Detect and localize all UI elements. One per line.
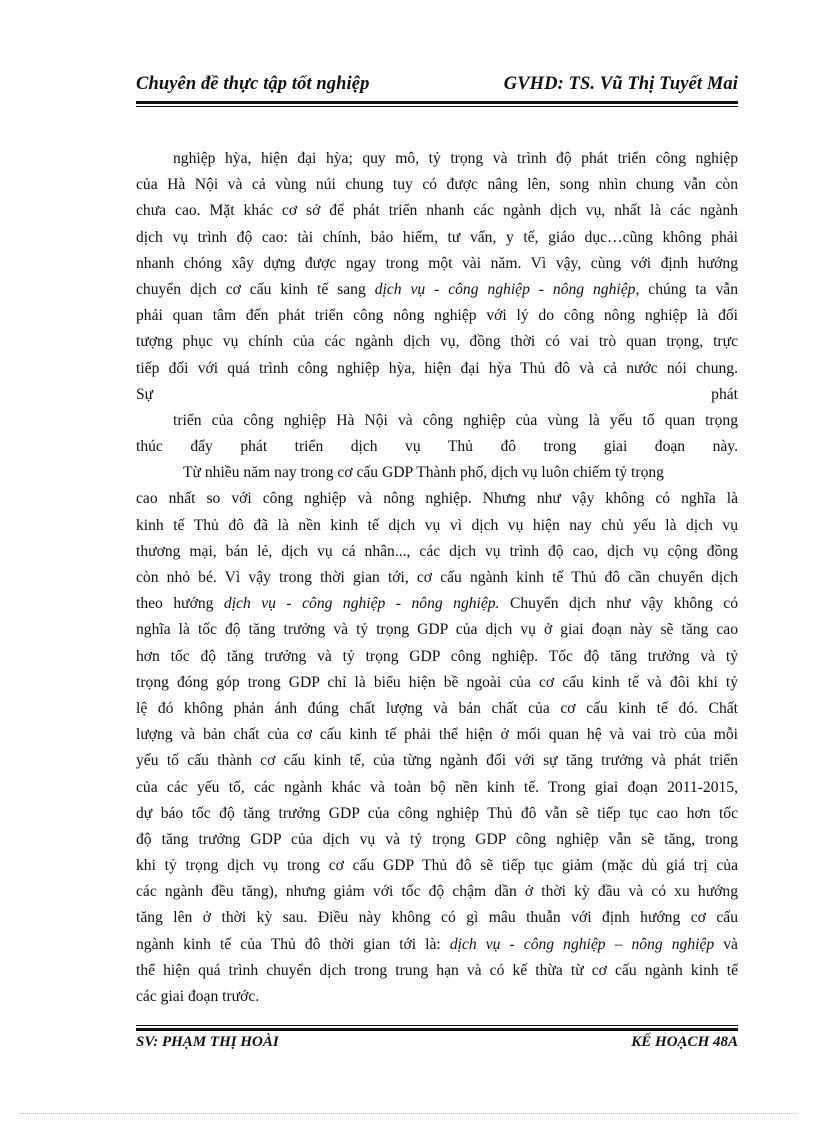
header-title: Chuyên đề thực tập tốt nghiệp <box>136 74 370 94</box>
page-bottom-divider <box>20 1113 796 1115</box>
text-line: thúc đẩy phát triển dịch vụ Thủ đô trong giai đoạn này. <box>136 438 738 456</box>
page-footer <box>136 1032 738 1056</box>
footer-rule-thin <box>136 1025 738 1026</box>
text-line: tượng phục vụ chính của các ngành dịch vụ, đồng thời có vai trò quan trọng, trực <box>136 333 738 351</box>
text-line: chưa cao. Mặt khác cơ sở để phát triển nhanh các ngành dịch vụ, nhất là các ngành <box>136 202 738 220</box>
footer-class: KẾ HOẠCH 48A <box>631 1034 738 1050</box>
text-line: nghiệp hỳa, hiện đại hỳa; quy mô, tỷ trọng và trình độ phát triển công nghiệp <box>173 150 738 167</box>
text-line: ngành kinh tế của Thủ đô thời gian tới là: dịch vụ - công nghiệp – nông nghiệp và <box>136 935 738 953</box>
text-line: triển của công nghiệp Hà Nội và công nghiệp của vùng là yếu tố quan trọng <box>173 411 738 429</box>
text-line: còn nhỏ bé. Vì vậy trong thời gian tới, cơ cấu ngành kinh tế Thủ đô cần chuyển dịch <box>136 569 738 586</box>
text-line: yếu tố cấu thành cơ cấu kinh tế, của từng ngành đối với sự tăng trưởng và phát triển <box>136 752 738 770</box>
text-line: các giai đoạn trước. <box>136 988 260 1005</box>
emphasis-text: dịch vụ - công nghiệp - nông nghiệp. <box>223 595 500 613</box>
text-line: hơn tốc độ tăng trưởng và tỷ trọng GDP công nghiệp. Tốc độ tăng trưởng và tỷ <box>136 647 738 665</box>
document-body <box>136 146 738 1010</box>
text-line: các ngành đều tăng), nhưng giảm với tốc độ chậm dần ở thời kỳ đầu và có xu hướng <box>136 883 738 901</box>
footer-student: SV: PHẠM THỊ HOÀI <box>136 1034 279 1050</box>
text-line: chuyển dịch cơ cấu kinh tế sang dịch vụ - công nghiệp - nông nghiệp, chúng ta vẫn <box>136 280 738 298</box>
text-line: của các yếu tố, các ngành khác và toàn bộ nền kinh tế. Trong giai đoạn 2011-2015, <box>136 778 738 796</box>
footer-rule-thick <box>136 1028 738 1031</box>
text-line: nghĩa là tốc độ tăng trưởng và tỷ trọng GDP của dịch vụ ở giai đoạn này sẽ tăng cao <box>136 621 738 639</box>
text-line: khi tỷ trọng dịch vụ trong cơ cấu GDP Thủ đô sẽ tiếp tục giảm (mặc dù giá trị của <box>136 857 738 875</box>
emphasis-text: dịch vụ - công nghiệp - nông nghiệp <box>374 280 636 298</box>
text-line: tiếp đối với quá trình công nghiệp hỳa, hiện đại hỳa Thủ đô và cả nước nói chung. <box>136 359 738 377</box>
text-line: thương mại, bán lẻ, dịch vụ cá nhân..., các dịch vụ trình độ cao, dịch vụ cộng đồng <box>136 542 738 560</box>
header-advisor: GVHD: TS. Vũ Thị Tuyết Mai <box>503 74 738 94</box>
text-line: lượng và bản chất của cơ cấu kinh tế phải thể hiện ở mối quan hệ và vai trò của mỗi <box>136 726 738 744</box>
text-line: cao nhất so với công nghiệp và nông nghiệp. Nhưng như vậy không có nghĩa là <box>136 490 738 508</box>
header-rule-thick <box>136 101 738 104</box>
header-rule-thin <box>136 106 738 107</box>
text-line: phải quan tâm đến phát triển công nông nghiệp với lý do công nông nghiệp là đối <box>136 307 738 325</box>
emphasis-text: dịch vụ - công nghiệp – nông nghiệp <box>449 935 715 953</box>
text-line: dự báo tốc độ tăng trưởng GDP của công nghiệp Thủ đô vẫn sẽ tiếp tục cao hơn tốc <box>136 804 738 822</box>
text-line: Từ nhiều năm nay trong cơ cấu GDP Thành phố, dịch vụ luôn chiếm tỷ trọng <box>183 464 664 482</box>
text-line: dịch vụ trình độ cao: tài chính, bảo hiểm, tư vấn, y tế, giáo dục…cũng không phải <box>136 228 738 246</box>
page-header <box>136 70 738 100</box>
text-line: kinh tế Thủ đô đã là nền kinh tế dịch vụ vì dịch vụ hiện nay chủ yếu là dịch vụ <box>136 516 738 534</box>
text-line: lệ đó không phản ánh đúng chất lượng và bản chất của cơ cấu kinh tế đó. Chất <box>136 699 738 717</box>
text-line: tăng lên ở thời kỳ sau. Điều này không có gì mâu thuẫn với định hướng cơ cấu <box>136 909 738 927</box>
text-line: Sự phát <box>136 385 738 403</box>
text-line: thể hiện quá trình chuyển dịch trong trung hạn và có kế thừa từ cơ cấu ngành kinh tế <box>136 961 738 979</box>
text-line: của Hà Nội và cả vùng núi chung tuy có được nâng lên, song nhìn chung vẫn còn <box>136 176 738 194</box>
text-line: trọng đóng góp trong GDP chỉ là biểu hiện bề ngoài của cơ cấu kinh tế và đôi khi tỷ <box>136 673 738 691</box>
text-line: theo hướng dịch vụ - công nghiệp - nông nghiệp. Chuyển dịch như vậy không có <box>136 595 738 613</box>
text-line: nhanh chóng xây dựng được ngay trong một vài năm. Vì vậy, cùng với định hướng <box>136 254 738 272</box>
text-line: độ tăng trưởng GDP của dịch vụ và tỷ trọng GDP công nghiệp vẫn sẽ tăng, trong <box>136 830 738 848</box>
